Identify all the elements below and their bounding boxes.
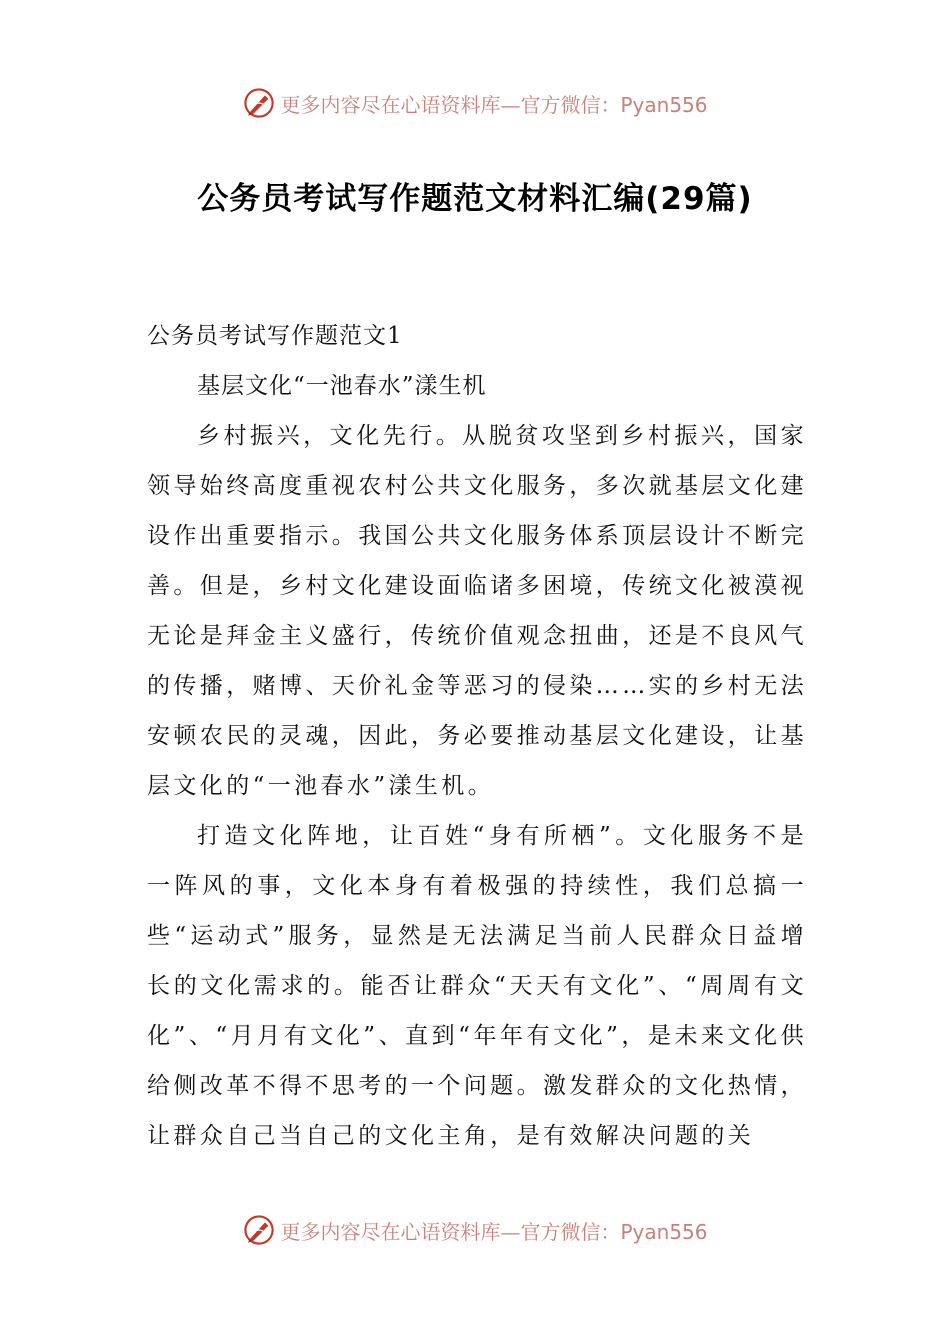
document-body	[147, 311, 807, 1161]
banner-wechat-id: Pyan556	[620, 1219, 708, 1244]
paragraph: 乡村振兴，文化先行。从脱贫攻坚到乡村振兴，国家领导始终高度重视农村公共文化服务，多次就基层文化建设作出重要指示。我国公共文化服务体系顶层设计不断完善。但是，乡村文化建设面临诸多困境，传统文化被漠视无论是拜金主义盛行，传统价值观念扭曲，还是不良风气的传播，赌博、天价礼金等恶习的侵染……实的乡村无法安顿农民的灵魂，因此，务必要推动基层文化建设，让基层文化的“一池春水”漾生机。	[147, 423, 807, 799]
essay-title: 基层文化“一池春水”漾生机	[197, 373, 487, 399]
banner-wechat-id: Pyan556	[620, 92, 708, 117]
pen-logo-icon	[242, 86, 276, 120]
section-heading: 公务员考试写作题范文1	[147, 323, 403, 349]
banner-text	[280, 1216, 707, 1245]
pen-logo-icon	[242, 1213, 276, 1247]
banner-slogan: 更多内容尽在心语资料库—官方微信：	[280, 1219, 621, 1244]
paragraph: 打造文化阵地，让百姓“身有所栖”。文化服务不是一阵风的事，文化本身有着极强的持续性，我们总搞一些“运动式”服务，显然是无法满足当前人民群众日益增长的文化需求的。能否让群众“天天有文化”、“周周有文化”、“月月有文化”、直到“年年有文化”，是未来文化供给侧改革不得不思考的一个问题。激发群众的文化热情，让群众自己当自己的文化主角，是有效解决问题的关	[147, 823, 807, 1149]
banner-slogan: 更多内容尽在心语资料库—官方微信：	[280, 92, 621, 117]
banner-text	[280, 89, 707, 118]
header-banner	[0, 83, 950, 123]
document-title: 公务员考试写作题范文材料汇编(29篇)	[197, 181, 753, 217]
footer-banner	[0, 1210, 950, 1250]
